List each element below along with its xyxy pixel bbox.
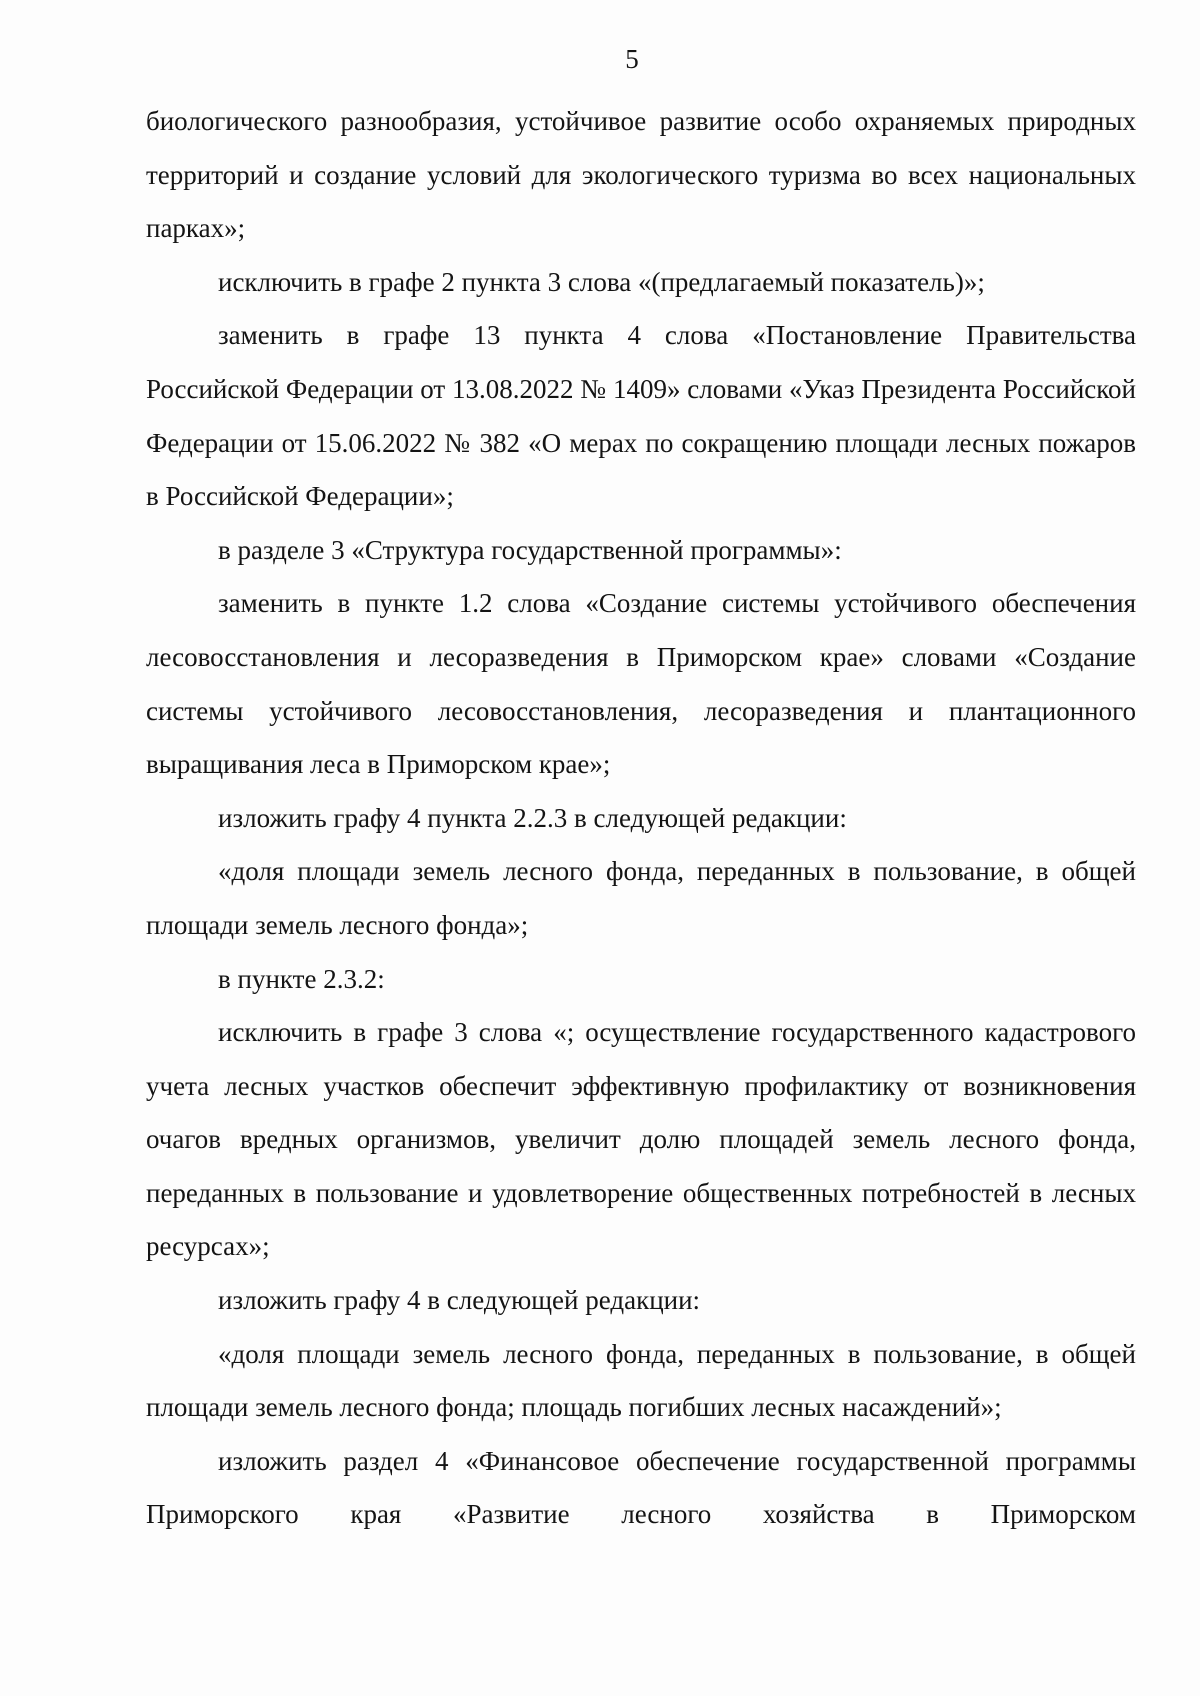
- document-body: [146, 95, 1136, 1542]
- paragraph: «доля площади земель лесного фонда, переданных в пользование, в общей площади земель лесного фонда»;: [146, 856, 1136, 940]
- paragraph: «доля площади земель лесного фонда, переданных в пользование, в общей площади земель лесного фонда; площадь погибших лесных насаждений»;: [146, 1338, 1136, 1423]
- paragraph: изложить раздел 4 «Финансовое обеспечение государственной программы Приморского края «Развитие лесного хозяйства в Приморском: [146, 1445, 1136, 1530]
- paragraph: заменить в пункте 1.2 слова «Создание системы устойчивого обеспечения лесовосстановления и лесоразведения в Приморском крае» словами «Создание системы устойчивого лесовосстановления, лесоразведения и плантационного выращивания леса в Приморском крае»;: [146, 588, 1136, 780]
- paragraph: исключить в графе 2 пункта 3 слова «(предлагаемый показатель)»;: [218, 266, 985, 297]
- paragraph: изложить графу 4 в следующей редакции:: [218, 1285, 701, 1316]
- paragraph: заменить в графе 13 пункта 4 слова «Постановление Правительства Российской Федерации от 13.08.2022 № 1409» словами «Указ Президента Российской Федерации от 15.06.2022 № 382 «О мерах по сокращению площади лесных пожаров в Российской Федерации»;: [146, 320, 1136, 512]
- paragraph: изложить графу 4 пункта 2.2.3 в следующей редакции:: [218, 802, 847, 833]
- paragraph: в разделе 3 «Структура государственной программы»:: [218, 534, 842, 565]
- paragraph: биологического разнообразия, устойчивое развитие особо охраняемых природных территорий и создание условий для экологического туризма во всех национальных парках»;: [146, 106, 1136, 244]
- paragraph: в пункте 2.3.2:: [218, 963, 385, 994]
- paragraph: исключить в графе 3 слова «; осуществление государственного кадастрового учета лесных участков обеспечит эффективную профилактику от возникновения очагов вредных организмов, увеличит долю площадей земель лесного фонда, переданных в пользование и удовлетворение общественных потребностей в лесных ресурсах»;: [146, 1017, 1136, 1262]
- page-number: 5: [625, 44, 639, 74]
